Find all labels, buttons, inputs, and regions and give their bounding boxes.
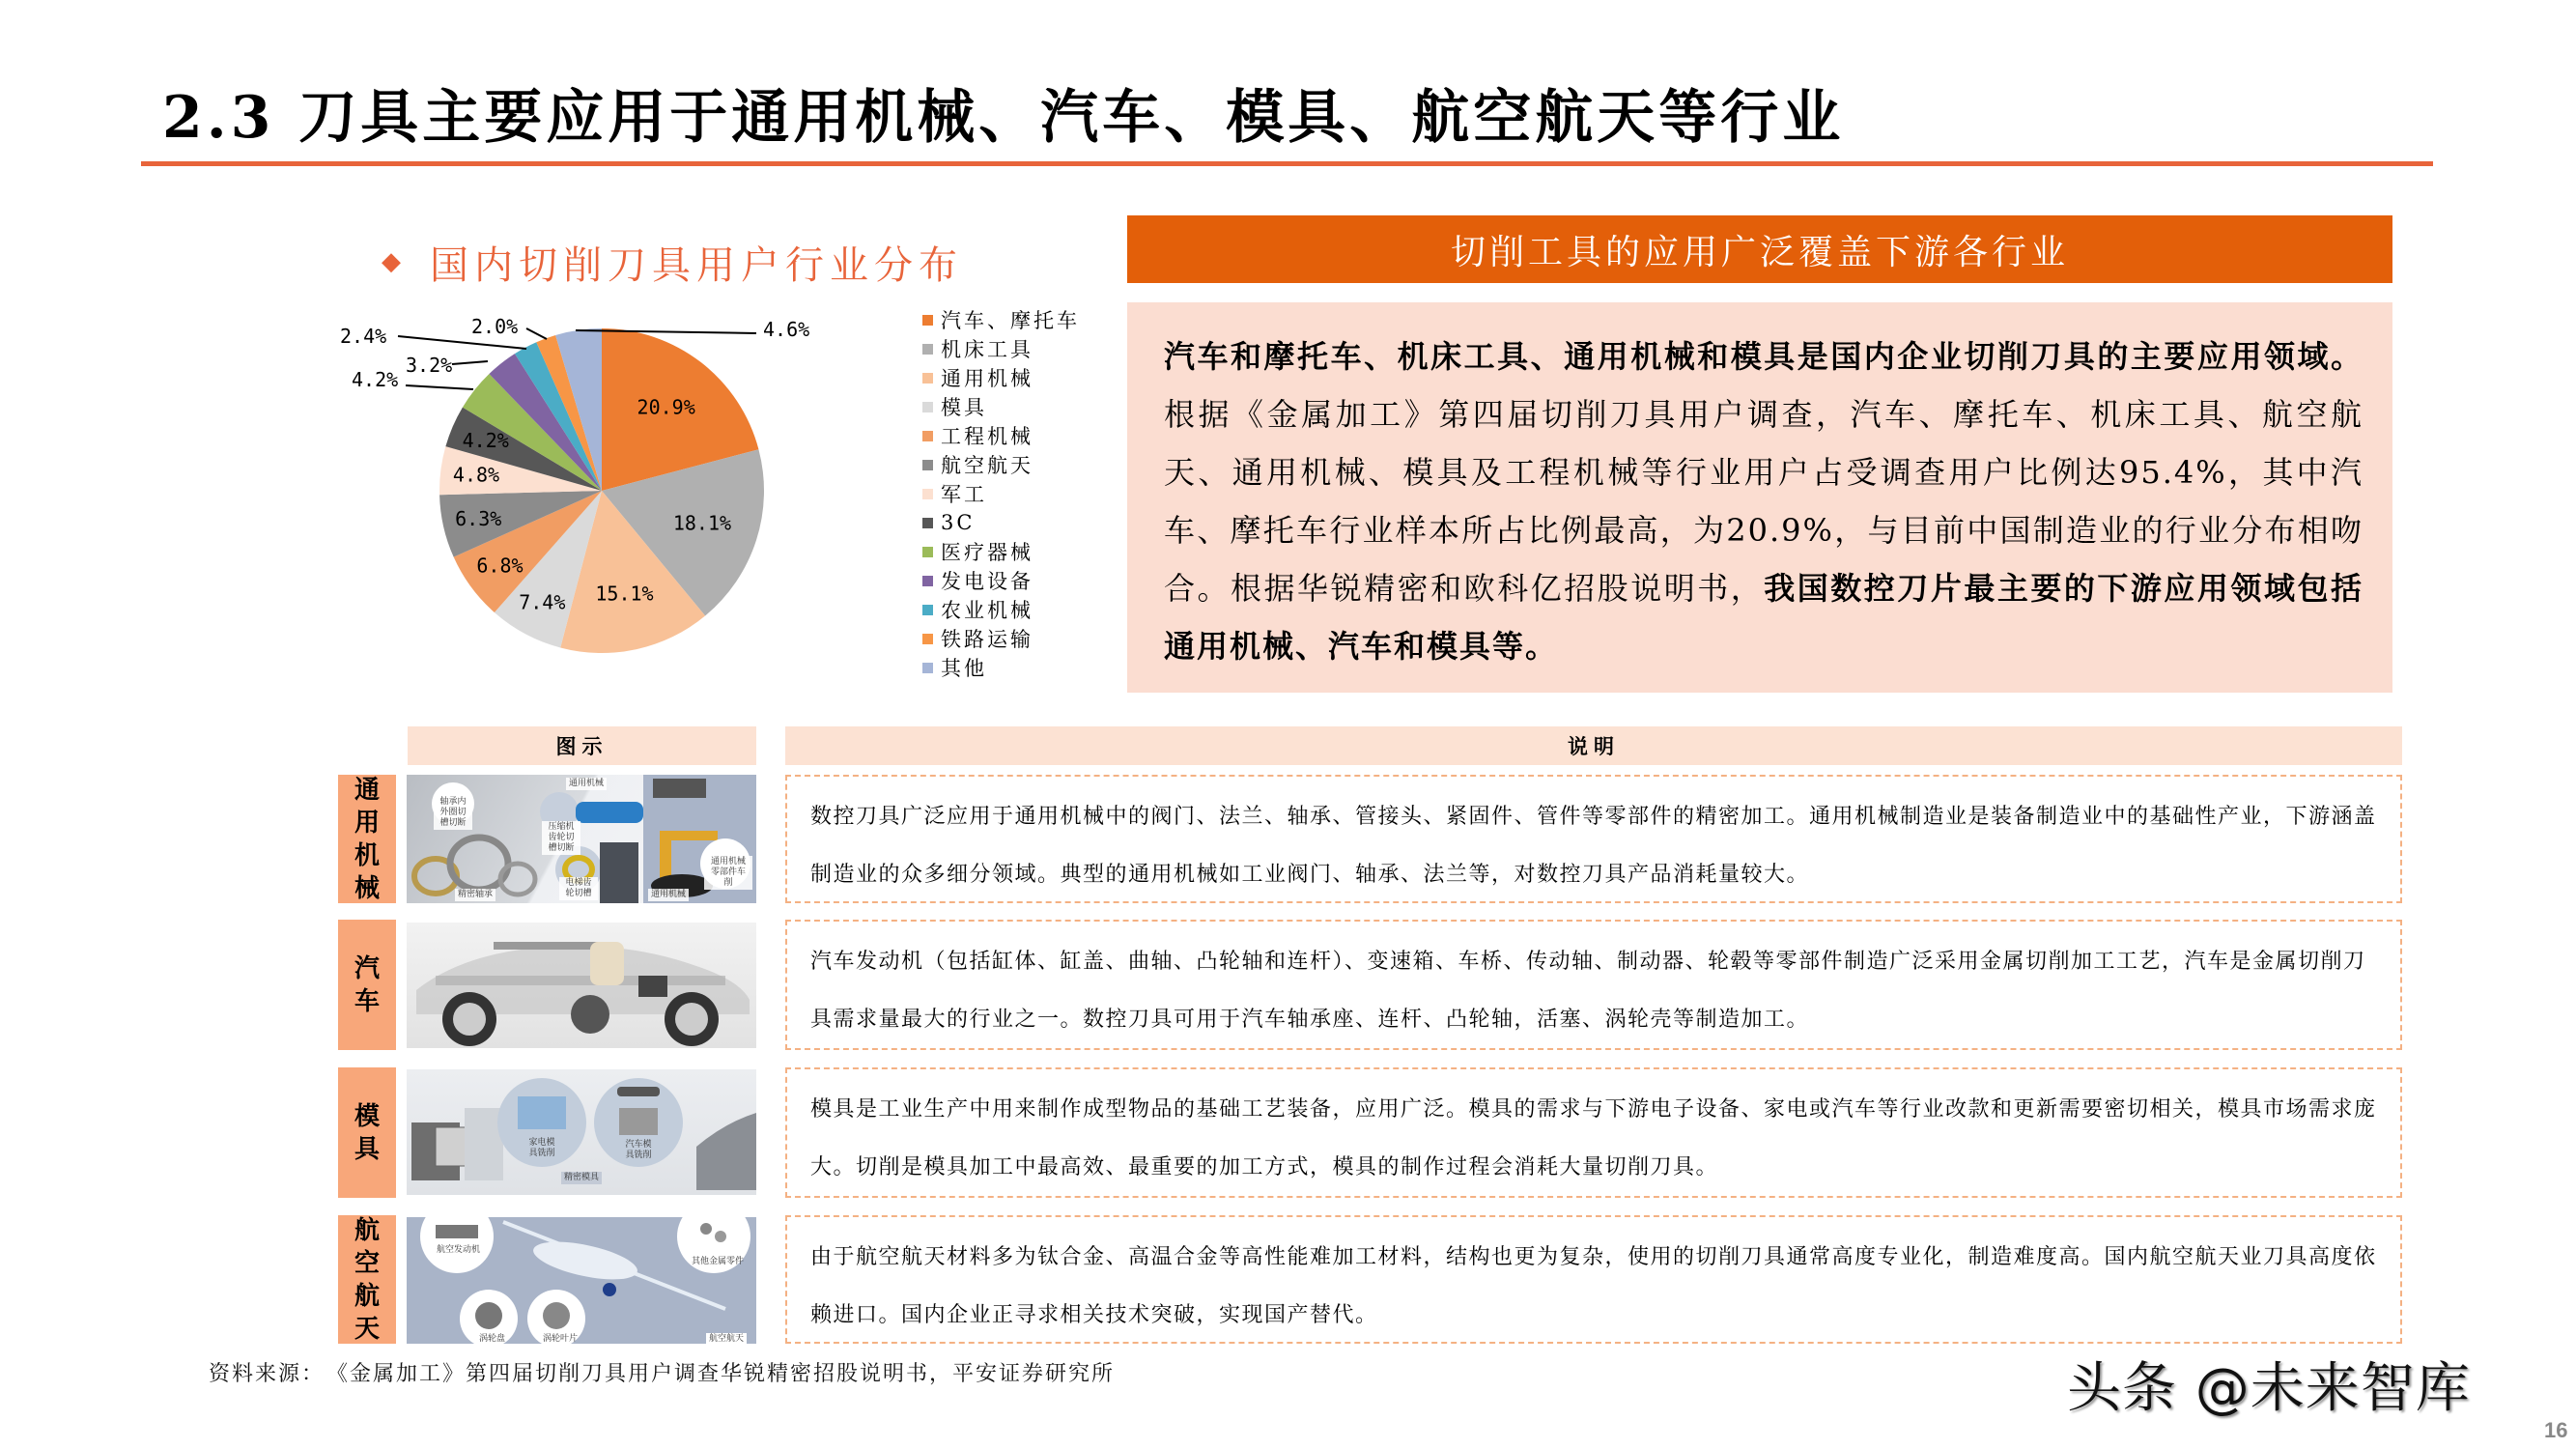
image-caption: 涡轮叶片 [543, 1334, 579, 1344]
label-char: 航 [354, 1215, 380, 1245]
legend-item [922, 508, 1080, 537]
automotive-illustration [407, 923, 756, 1048]
legend-swatch-icon [922, 518, 933, 528]
legend-item [922, 305, 1080, 334]
row-label-molds [338, 1067, 396, 1198]
legend-label: 其他 [941, 657, 987, 680]
airplane-image-icon [407, 1217, 756, 1344]
pie-data-label: 7.4% [519, 590, 566, 614]
chart-heading-text: 国内切削刀具用户行业分布 [430, 242, 963, 288]
label-char: 具 [354, 1134, 380, 1164]
title-underline [141, 161, 2433, 166]
pie-chart [328, 309, 869, 696]
label-char: 通 [354, 775, 380, 805]
pie-data-label: 3.2% [406, 354, 453, 377]
legend-swatch-icon [922, 402, 933, 412]
image-caption: 家电模具铣削 [528, 1138, 555, 1158]
chart-heading [382, 235, 963, 289]
label-char: 航 [354, 1281, 380, 1311]
legend-label: 发电设备 [941, 570, 1033, 593]
label-char: 械 [354, 873, 380, 903]
pie-data-label: 4.8% [452, 463, 500, 487]
image-caption: 通用机械 [566, 778, 607, 790]
image-caption: 航空航天 [706, 1333, 747, 1344]
leader-line [452, 361, 488, 364]
image-caption: 航空发动机 [437, 1245, 481, 1255]
image-caption: 轴承内外圈切槽切断 [434, 796, 472, 830]
row-description-aerospace: 由于航空航天材料多为钛合金、高温合金等高性能难加工材料，结构也更为复杂，使用的切削刀具通常高度专业化，制造难度高。国内航空航天业刀具高度依赖进口。国内企业正寻求相关技术突破，实现国产替代。 [785, 1215, 2402, 1344]
image-caption: 涡轮盘 [479, 1334, 506, 1344]
molds-illustration [407, 1069, 756, 1195]
source-note: 资料来源： 《金属加工》第四届切削刀具用户调查华锐精密招股说明书，平安证券研究所 [209, 1362, 1116, 1386]
legend-swatch-icon [922, 315, 933, 326]
image-caption: 通用机械零部件车削 [704, 856, 752, 890]
legend-item [922, 537, 1080, 566]
watermark: 头条 @未来智库 [2067, 1357, 2471, 1420]
pie-data-label: 6.3% [455, 506, 502, 530]
label-char: 汽 [354, 953, 380, 983]
image-caption: 精密模具 [561, 1172, 602, 1184]
legend-item [922, 363, 1080, 392]
chart-legend [922, 305, 1080, 682]
legend-swatch-icon [922, 634, 933, 644]
legend-label: 航空航天 [941, 454, 1033, 477]
legend-label: 军工 [941, 483, 987, 506]
label-char: 空 [354, 1248, 380, 1278]
image-caption: 汽车模具铣削 [625, 1140, 652, 1160]
label-char: 用 [354, 808, 380, 838]
leader-line [526, 328, 547, 339]
legend-label: 铁路运输 [941, 628, 1033, 651]
row-description-automotive: 汽车发动机（包括缸体、缸盖、曲轴、凸轮轴和连杆）、变速箱、车桥、传动轴、制动器、轮毂等零部件制造广泛采用金属切削加工工艺，汽车是金属切削刀具需求量最大的行业之一。数控刀具可用于汽车轴承座、连杆、凸轮轴，活塞、涡轮壳等制造加工。 [785, 920, 2402, 1050]
label-char: 天 [354, 1314, 380, 1344]
summary-conclusion: 我国数控刀片最主要的下游应用领域包括通用机械、汽车和模具等。 [1164, 570, 2364, 665]
image-caption: 电梯齿轮切槽 [559, 877, 598, 900]
image-caption: 压缩机齿轮切槽切断 [542, 821, 580, 855]
legend-item [922, 334, 1080, 363]
row-description-general-machinery: 数控刀具广泛应用于通用机械中的阀门、法兰、轴承、管接头、紧固件、管件等零部件的精密加工。通用机械制造业是装备制造业中的基础性产业，下游涵盖制造业的众多细分领域。典型的通用机械如工业阀门、轴承、法兰等，对数控刀具产品消耗量较大。 [785, 775, 2402, 903]
row-label-aerospace [338, 1215, 396, 1344]
page-number: 16 [2544, 1418, 2568, 1442]
legend-label: 工程机械 [941, 425, 1033, 448]
table-header-image: 图示 [408, 726, 756, 765]
legend-label: 机床工具 [941, 338, 1033, 361]
table-header-description: 说明 [785, 726, 2402, 765]
legend-label: 农业机械 [941, 599, 1033, 622]
pie-data-label: 4.2% [462, 428, 509, 452]
legend-swatch-icon [922, 431, 933, 441]
legend-item [922, 421, 1080, 450]
legend-item [922, 450, 1080, 479]
legend-item [922, 566, 1080, 595]
legend-label: 通用机械 [941, 367, 1033, 390]
diamond-bullet-icon: ◆ [382, 247, 401, 276]
aerospace-illustration [407, 1217, 756, 1344]
legend-label: 3C [941, 511, 976, 534]
pie-data-label: 2.0% [471, 315, 519, 338]
image-caption: 通用机械 [648, 889, 689, 901]
pie-data-label: 20.9% [637, 395, 695, 419]
legend-item [922, 624, 1080, 653]
legend-item [922, 653, 1080, 682]
summary-header: 切削工具的应用广泛覆盖下游各行业 [1127, 215, 2392, 283]
page-title: 2.3 刀具主要应用于通用机械、汽车、模具、航空航天等行业 [162, 84, 1845, 152]
legend-swatch-icon [922, 576, 933, 586]
legend-item [922, 479, 1080, 508]
pie-data-label: 6.8% [476, 554, 524, 578]
label-char: 车 [354, 986, 380, 1016]
summary-body [1127, 302, 2392, 693]
legend-swatch-icon [922, 373, 933, 384]
general-machinery-illustration [407, 775, 756, 903]
label-char: 机 [354, 840, 380, 870]
legend-label: 汽车、摩托车 [941, 309, 1080, 332]
pie-data-label: 18.1% [672, 511, 732, 535]
legend-item [922, 392, 1080, 421]
pie-data-label: 15.1% [595, 582, 654, 606]
legend-swatch-icon [922, 460, 933, 470]
car-parts-image-icon [407, 923, 756, 1048]
pie-data-label: 2.4% [340, 325, 387, 348]
row-description-molds: 模具是工业生产中用来制作成型物品的基础工艺装备，应用广泛。模具的需求与下游电子设备、家电或汽车等行业改款和更新需要密切相关，模具市场需求庞大。切削是模具加工中最高效、最重要的加工方式，模具的制作过程会消耗大量切削刀具。 [785, 1067, 2402, 1198]
legend-swatch-icon [922, 605, 933, 615]
legend-swatch-icon [922, 489, 933, 499]
leader-line [406, 385, 473, 389]
image-caption: 其他金属零件 [692, 1257, 745, 1266]
row-label-automotive [338, 920, 396, 1050]
row-label-general-machinery [338, 775, 396, 903]
image-caption: 精密轴承 [455, 889, 495, 901]
pie-data-label: 4.2% [352, 368, 399, 391]
summary-text: 根据《金属加工》第四届切削刀具用户调查，汽车、摩托车、机床工具、航空航天、通用机械、模具及工程机械等行业用户占受调查用户比例达95.4%，其中汽车、摩托车行业样本所占比例最高，为20.9%，与目前中国制造业的行业分布相吻合。根据华锐精密和欧科亿招股说明书， [1164, 396, 2364, 607]
pie-data-label: 4.6% [763, 318, 810, 341]
legend-swatch-icon [922, 547, 933, 557]
label-char: 模 [354, 1101, 380, 1131]
legend-swatch-icon [922, 663, 933, 673]
legend-label: 模具 [941, 396, 987, 419]
summary-lead: 汽车和摩托车、机床工具、通用机械和模具是国内企业切削刀具的主要应用领域。 [1164, 338, 2364, 375]
legend-swatch-icon [922, 344, 933, 355]
legend-item [922, 595, 1080, 624]
legend-label: 医疗器械 [941, 541, 1033, 564]
